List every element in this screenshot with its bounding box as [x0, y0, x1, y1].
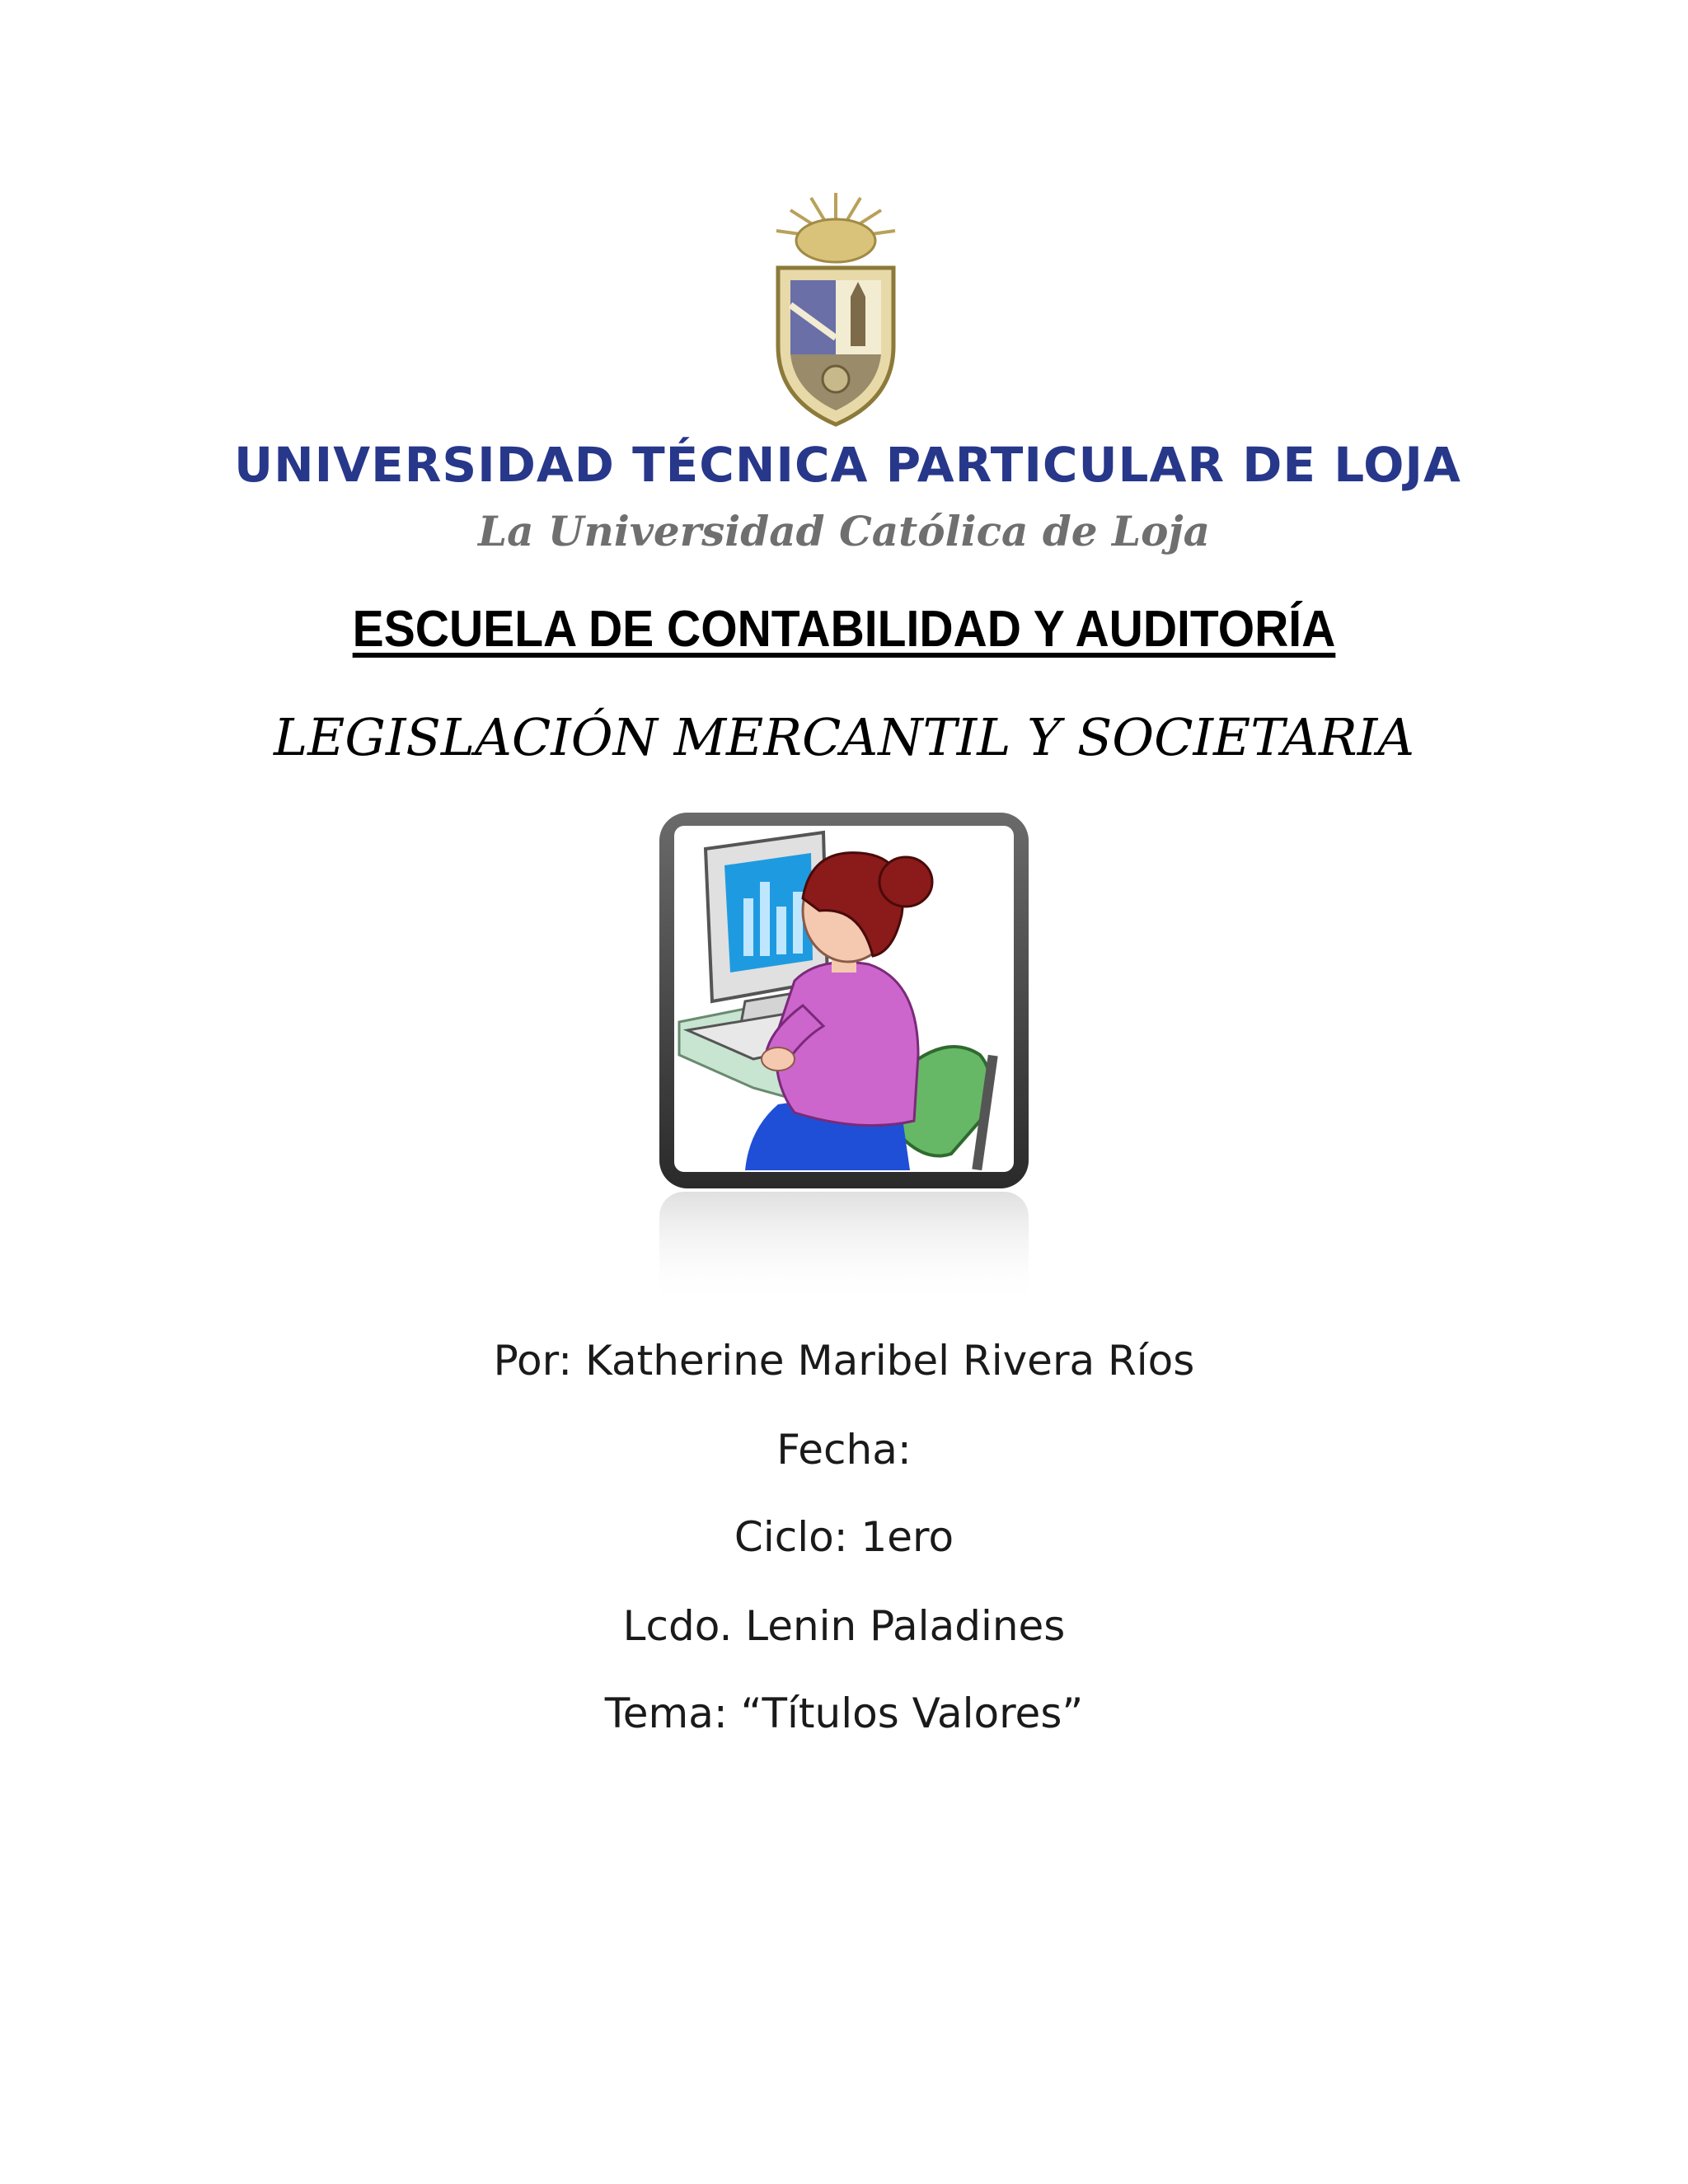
cycle-line: Ciclo: 1ero: [734, 1513, 954, 1561]
university-name: UNIVERSIDAD TÉCNICA PARTICULAR DE LOJA: [234, 437, 1461, 493]
university-logo: [234, 190, 1461, 569]
teacher-line: Lcdo. Lenin Paladines: [622, 1602, 1066, 1650]
date-line: Fecha:: [776, 1426, 912, 1474]
topic-line: Tema: “Títulos Valores”: [604, 1690, 1084, 1737]
university-motto: La Universidad Católica de Loja: [477, 507, 1211, 555]
subject-title: LEGISLACIÓN MERCANTIL Y SOCIETARIA: [273, 707, 1414, 767]
author-line: Por: Katherine Maribel Rivera Ríos: [493, 1337, 1195, 1385]
school-title: ESCUELA DE CONTABILIDAD Y AUDITORÍA: [352, 601, 1336, 658]
woman-at-computer-icon: [654, 808, 1034, 1310]
university-crest-icon: [753, 190, 918, 429]
